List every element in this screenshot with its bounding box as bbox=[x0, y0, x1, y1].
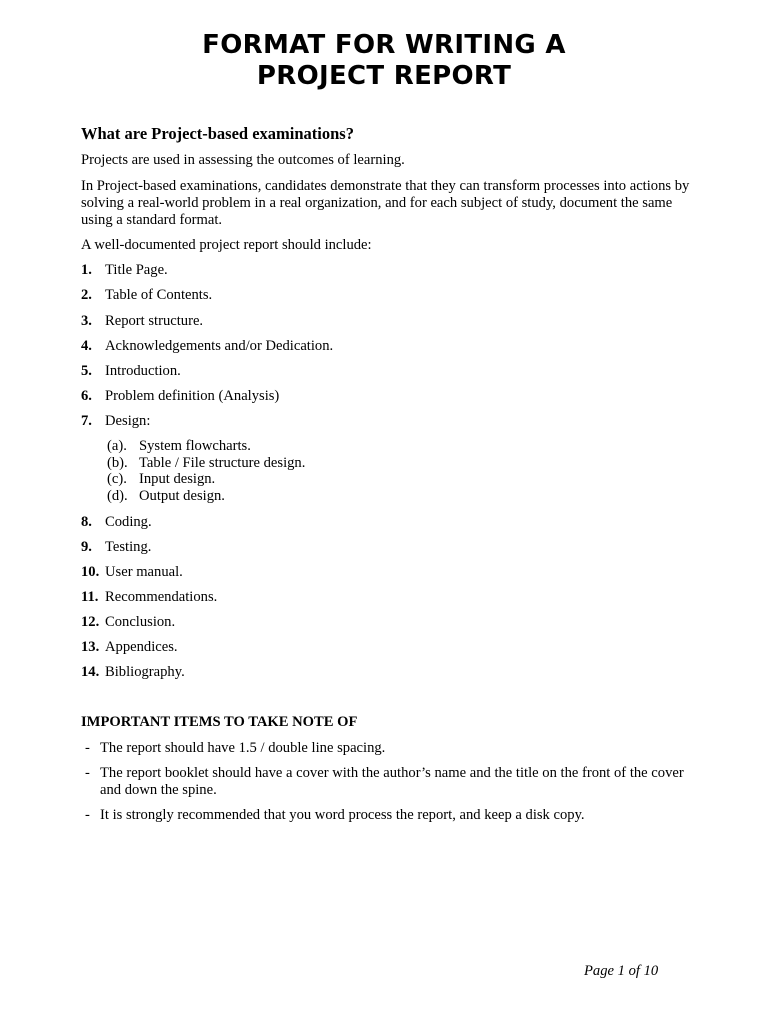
list-text: Appendices. bbox=[105, 639, 178, 655]
list-text: Table of Contents. bbox=[105, 287, 213, 303]
list-text: Bibliography. bbox=[105, 664, 185, 680]
list-item bbox=[81, 514, 152, 531]
title-line-1: FORMAT FOR WRITING A bbox=[202, 30, 566, 60]
list-item bbox=[81, 413, 150, 430]
list-item bbox=[81, 388, 279, 405]
list-item bbox=[81, 614, 175, 631]
paragraph: Projects are used in assessing the outcomes of learning. bbox=[81, 152, 405, 168]
sub-list-text: Table / File structure design. bbox=[139, 455, 306, 471]
note-text: The report should have 1.5 / double line spacing. bbox=[100, 740, 386, 756]
note-text: The report booklet should have a cover with the author’s name and the title on the front of the cover and down the spine. bbox=[100, 765, 684, 798]
dash-bullet: - bbox=[85, 807, 90, 823]
list-text: Conclusion. bbox=[105, 614, 176, 630]
sub-list-number: (d). bbox=[107, 488, 128, 504]
sub-list-text: System flowcharts. bbox=[139, 438, 251, 454]
list-text: Title Page. bbox=[105, 262, 168, 278]
sub-list-item bbox=[107, 488, 225, 505]
note-item bbox=[81, 807, 691, 824]
list-item bbox=[81, 589, 217, 606]
list-text: Report structure. bbox=[105, 313, 204, 329]
list-number: 13. bbox=[81, 639, 100, 655]
list-item bbox=[81, 363, 181, 380]
list-item bbox=[81, 287, 212, 304]
list-item bbox=[81, 262, 168, 279]
list-item bbox=[81, 564, 183, 581]
list-number: 4. bbox=[81, 338, 92, 354]
sub-list-number: (b). bbox=[107, 455, 128, 471]
list-text: User manual. bbox=[105, 564, 183, 580]
sub-list-item bbox=[107, 471, 215, 488]
list-text: Acknowledgements and/or Dedication. bbox=[105, 338, 334, 354]
dash-bullet: - bbox=[85, 740, 90, 756]
list-number: 2. bbox=[81, 287, 92, 303]
section-heading: What are Project-based examinations? bbox=[81, 124, 354, 143]
list-item bbox=[81, 338, 333, 355]
list-number: 6. bbox=[81, 388, 92, 404]
list-number: 12. bbox=[81, 614, 100, 630]
list-item bbox=[81, 539, 151, 556]
list-number: 3. bbox=[81, 313, 92, 329]
list-number: 1. bbox=[81, 262, 92, 278]
list-item bbox=[81, 313, 203, 330]
list-item bbox=[81, 639, 178, 656]
sub-list-item bbox=[107, 438, 251, 455]
document-title bbox=[0, 30, 768, 92]
list-number: 11. bbox=[81, 589, 99, 605]
note-item bbox=[81, 740, 691, 757]
list-number: 14. bbox=[81, 664, 100, 680]
note-text: It is strongly recommended that you word process the report, and keep a disk copy. bbox=[100, 807, 585, 823]
list-number: 9. bbox=[81, 539, 92, 555]
list-intro: A well-documented project report should include: bbox=[81, 237, 372, 253]
sub-list-number: (a). bbox=[107, 438, 127, 454]
note-item bbox=[81, 765, 691, 799]
list-number: 10. bbox=[81, 564, 100, 580]
title-line-2: PROJECT REPORT bbox=[256, 61, 512, 91]
list-text: Problem definition (Analysis) bbox=[105, 388, 280, 404]
list-text: Introduction. bbox=[105, 363, 181, 379]
list-text: Design: bbox=[105, 413, 151, 429]
list-number: 8. bbox=[81, 514, 92, 530]
paragraph: In Project-based examinations, candidates demonstrate that they can transform processes into actions by solving a real-world problem in a real organization, and for each subject of study, document the same using a standard format. bbox=[81, 178, 690, 228]
notes-heading: IMPORTANT ITEMS TO TAKE NOTE OF bbox=[81, 714, 358, 730]
sub-list-item bbox=[107, 455, 305, 472]
list-number: 7. bbox=[81, 413, 92, 429]
list-text: Testing. bbox=[105, 539, 152, 555]
list-text: Coding. bbox=[105, 514, 152, 530]
sub-list-number: (c). bbox=[107, 471, 127, 487]
sub-list-text: Input design. bbox=[139, 471, 216, 487]
list-text: Recommendations. bbox=[105, 589, 218, 605]
list-number: 5. bbox=[81, 363, 92, 379]
page-number: Page 1 of 10 bbox=[584, 963, 659, 979]
list-item bbox=[81, 664, 185, 681]
dash-bullet: - bbox=[85, 765, 90, 781]
sub-list-text: Output design. bbox=[139, 488, 225, 504]
